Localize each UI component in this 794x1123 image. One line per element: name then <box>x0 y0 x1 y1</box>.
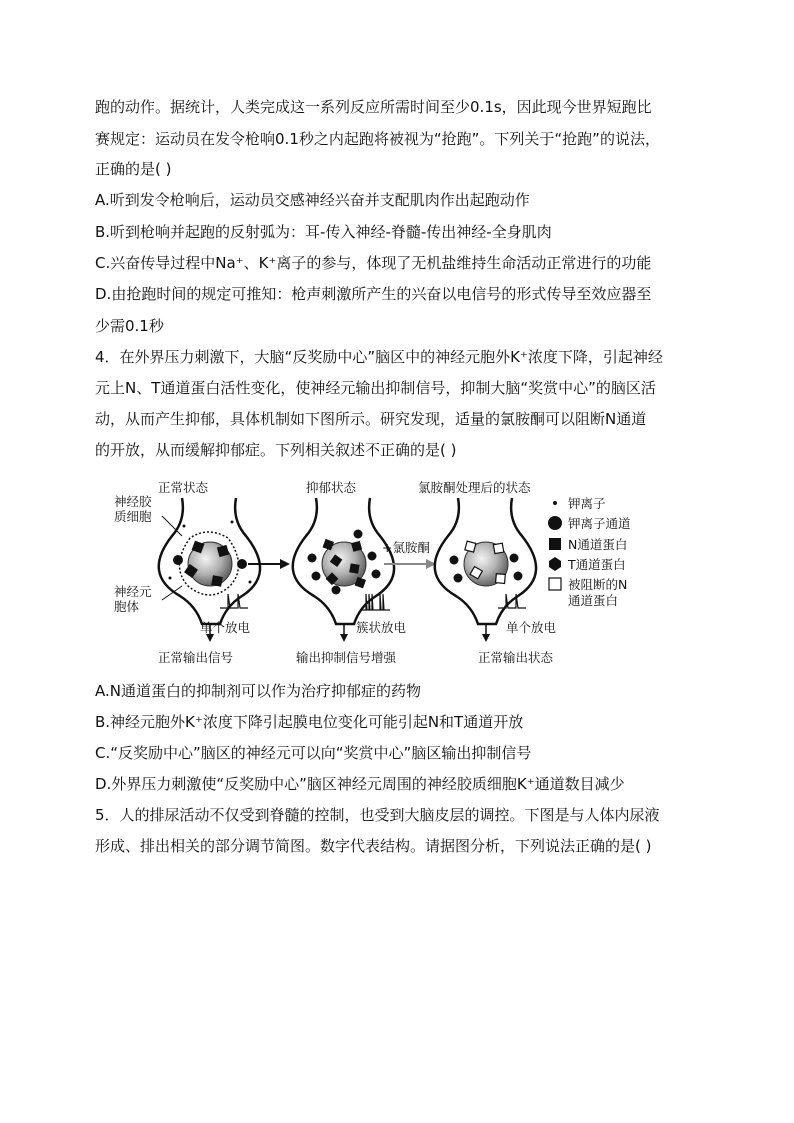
spike-label-single-3: 单个放电 <box>506 620 557 635</box>
question-4-option-d: D.外界压力刺激使“反奖励中心”脑区神经元周围的神经胶质细胞K⁺通道数目减少 <box>95 775 625 793</box>
glia-label-line-1: 神经胶 <box>114 494 152 509</box>
soma-label-line-2: 胞体 <box>114 599 140 614</box>
figure-legend <box>548 496 631 608</box>
legend-item-t-channel: T通道蛋白 <box>568 557 626 572</box>
question-4-stem-line-3: 动，从而产生抑郁，具体机制如下图所示。研究发现，适量的氯胺酮可以阻断N通道 <box>95 410 647 428</box>
question-5-stem-line-2: 形成、排出相关的部分调节简图。数字代表结构。请据图分析，下列说法正确的是( ) <box>95 837 652 855</box>
question-4-stem-line-4: 的开放，从而缓解抑郁症。下列相关叙述不正确的是( ) <box>95 441 457 459</box>
question-4-option-c: C.“反奖励中心”脑区的神经元可以向“奖赏中心”脑区输出抑制信号 <box>95 744 532 762</box>
output-label-normal: 正常输出信号 <box>158 650 234 665</box>
state-depressed-title: 抑郁状态 <box>306 480 357 495</box>
question-3-option-a: A.听到发令枪响后，运动员交感神经兴奋并支配肌肉作出起跑动作 <box>95 191 530 209</box>
soma-pointer-line <box>162 586 182 600</box>
dot-icon <box>553 501 557 505</box>
spike-label-burst: 簇状放电 <box>356 620 407 635</box>
legend-item-k-ion: 钾离子 <box>568 496 606 511</box>
glia-label-line-2: 质细胞 <box>114 509 152 524</box>
question-3-stem-line-3: 正确的是( ) <box>95 160 172 178</box>
state-normal-title: 正常状态 <box>158 480 209 495</box>
question-3-option-c: C.兴奋传导过程中Na⁺、K⁺离子的参与，体现了无机盐维持生命活动正常进行的功能 <box>95 254 652 272</box>
hexagon-icon <box>549 557 561 571</box>
square-icon <box>549 538 561 550</box>
legend-item-blocked-n-line-1: 被阻断的N <box>568 577 628 592</box>
question-3-option-b: B.听到枪响并起跑的反射弧为：耳-传入神经-脊髓-传出神经-全身肌肉 <box>95 223 552 241</box>
question-3-stem-line-1: 跑的动作。据统计，人类完成这一系列反应所需时间至少0.1s，因此现今世界短跑比 <box>95 98 652 116</box>
ketamine-arrow-label: +氯胺酮 <box>382 540 430 555</box>
question-4-stem-line-2: 元上N、T通道蛋白活性变化，使神经元输出抑制信号，抑制大脑“奖赏中心”的脑区活 <box>95 379 656 397</box>
output-label-normal-state: 正常输出状态 <box>478 650 554 665</box>
question-4-option-a: A.N通道蛋白的抑制剂可以作为治疗抑郁症的药物 <box>95 682 421 700</box>
legend-item-n-channel: N通道蛋白 <box>568 537 628 552</box>
question-5-stem-line-1: 5．人的排尿活动不仅受到脊髓的控制，也受到大脑皮层的调控。下图是与人体内尿液 <box>95 806 660 824</box>
question-3-stem-line-2: 赛规定：运动员在发令枪响0.1秒之内起跑将被视为“抢跑”。下列关于“抢跑”的说法， <box>95 130 660 148</box>
transition-arrowhead-1 <box>280 559 290 569</box>
legend-item-k-channel: 钾离子通道 <box>568 516 631 531</box>
legend-item-blocked-n-line-2: 通道蛋白 <box>568 593 619 608</box>
output-label-enhanced: 输出抑制信号增强 <box>296 650 397 665</box>
question-3-option-d-line-1: D.由抢跑时间的规定可推知：枪声刺激所产生的兴奋以电信号的形式传导至效应器至 <box>95 285 652 303</box>
question-4-stem-line-1: 4．在外界压力刺激下，大脑“反奖励中心”脑区中的神经元胞外K⁺浓度下降，引起神经 <box>95 348 663 366</box>
spike-label-single-1: 单个放电 <box>200 620 251 635</box>
neuron-mechanism-figure <box>100 478 700 668</box>
open-square-icon <box>549 578 561 590</box>
question-4-option-b: B.神经元胞外K⁺浓度下降引起膜电位变化可能引起N和T通道开放 <box>95 713 524 731</box>
circle-icon <box>548 516 562 530</box>
state-ketamine-title: 氯胺酮处理后的状态 <box>418 480 531 495</box>
soma-label-line-1: 神经元 <box>114 584 152 599</box>
question-3-option-d-line-2: 少需0.1秒 <box>95 317 164 335</box>
